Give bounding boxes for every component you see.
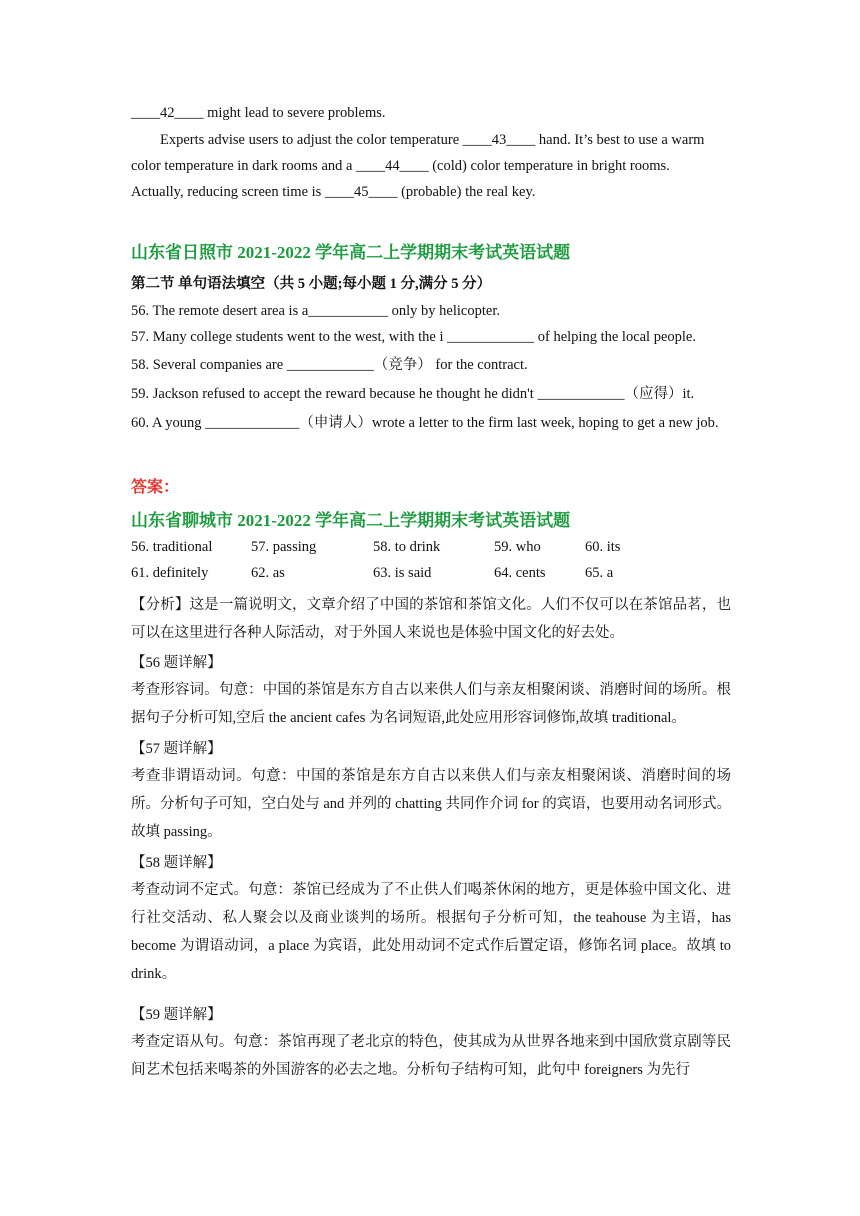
question-56: 56. The remote desert area is a___________ only by helicopter. xyxy=(131,303,500,319)
section-title-rizhao: 山东省日照市 2021-2022 学年高二上学期期末考试英语试题 xyxy=(131,243,571,262)
explanation-56: 考查形容词。句意：中国的茶馆是东方自古以来供人们与亲友相聚闲谈、消磨时间的场所。根据句子分析可知,空后 the ancient cafes 为名词短语,此处应用形容词修饰,故填 traditional。 xyxy=(131,682,731,726)
answer-64: 64. cents xyxy=(494,565,546,581)
answer-61: 61. definitely xyxy=(131,565,209,581)
question-60: 60. A young _____________（申请人）wrote a letter to the firm last week, hoping to get a new job. xyxy=(131,415,719,431)
explanation-57: 考查非谓语动词。句意：中国的茶馆是东方自古以来供人们与亲友相聚闲谈、消磨时间的场所。分析句子可知，空白处与 and 并列的 chatting 共同作介词 for 的宾语，也要用动名词形式。故填 passing。 xyxy=(131,768,731,840)
passage-line-45: Actually, reducing screen time is ____45____ (probable) the real key. xyxy=(131,184,536,200)
answer-59: 59. who xyxy=(494,539,541,555)
section-subtitle: 第二节 单句语法填空（共 5 小题;每小题 1 分,满分 5 分） xyxy=(131,276,492,292)
heading-57: 【57 题详解】 xyxy=(131,741,222,757)
answer-63: 63. is said xyxy=(373,565,432,581)
blank-43: ____43____ xyxy=(462,132,536,148)
blank-42: ____42____ xyxy=(131,105,204,121)
passage-line-42: ____42____ might lead to severe problems. xyxy=(131,105,386,121)
answer-65: 65. a xyxy=(585,565,614,581)
explanation-59: 考查定语从句。句意：茶馆再现了老北京的特色，使其成为从世界各地来到中国欣赏京剧等民间艺术包括来喝茶的外国游客的必去之地。分析句子结构可知，此句中 foreigners 为先行 xyxy=(131,1034,731,1078)
passage-line-44: color temperature in dark rooms and a ____44____ (cold) color temperature in bright rooms. xyxy=(131,158,670,174)
blank-44: ____44____ xyxy=(356,158,429,174)
blank-45: ____45____ xyxy=(324,184,398,200)
analysis-paragraph: 【分析】这是一篇说明文，文章介绍了中国的茶馆和茶馆文化。人们不仅可以在茶馆品茗，也可以在这里进行各种人际活动，对于外国人来说也是体验中国文化的好去处。 xyxy=(131,597,731,641)
answer-62: 62. as xyxy=(251,565,285,581)
question-59: 59. Jackson refused to accept the reward because he thought he didn't ____________（应得）it. xyxy=(131,386,695,402)
answers-label: 答案： xyxy=(131,479,180,496)
heading-58: 【58 题详解】 xyxy=(131,855,222,871)
question-58: 58. Several companies are ____________（竞争） for the contract. xyxy=(131,357,528,373)
answer-57: 57. passing xyxy=(251,539,317,555)
question-57: 57. Many college students went to the west, with the i ____________ of helping the local people. xyxy=(131,329,696,345)
answer-58: 58. to drink xyxy=(373,539,441,555)
answer-row-2 xyxy=(131,565,731,585)
answer-56: 56. traditional xyxy=(131,539,213,555)
section-title-liaocheng: 山东省聊城市 2021-2022 学年高二上学期期末考试英语试题 xyxy=(131,511,571,530)
heading-56: 【56 题详解】 xyxy=(131,655,222,671)
answer-60: 60. its xyxy=(585,539,621,555)
passage-line-43: Experts advise users to adjust the color temperature ____43____ hand. It’s best to use a warm xyxy=(160,132,705,148)
explanation-58: 考查动词不定式。句意：茶馆已经成为了不止供人们喝茶休闲的地方，更是体验中国文化、进行社交活动、私人聚会以及商业谈判的场所。根据句子分析可知，the teahouse 为主语，has become 为谓语动词，a place 为宾语，此处用动词不定式作后置定语，修饰名词 place。故填 to drink。 xyxy=(131,882,731,982)
heading-59: 【59 题详解】 xyxy=(131,1007,222,1023)
answer-row-1 xyxy=(131,539,731,559)
